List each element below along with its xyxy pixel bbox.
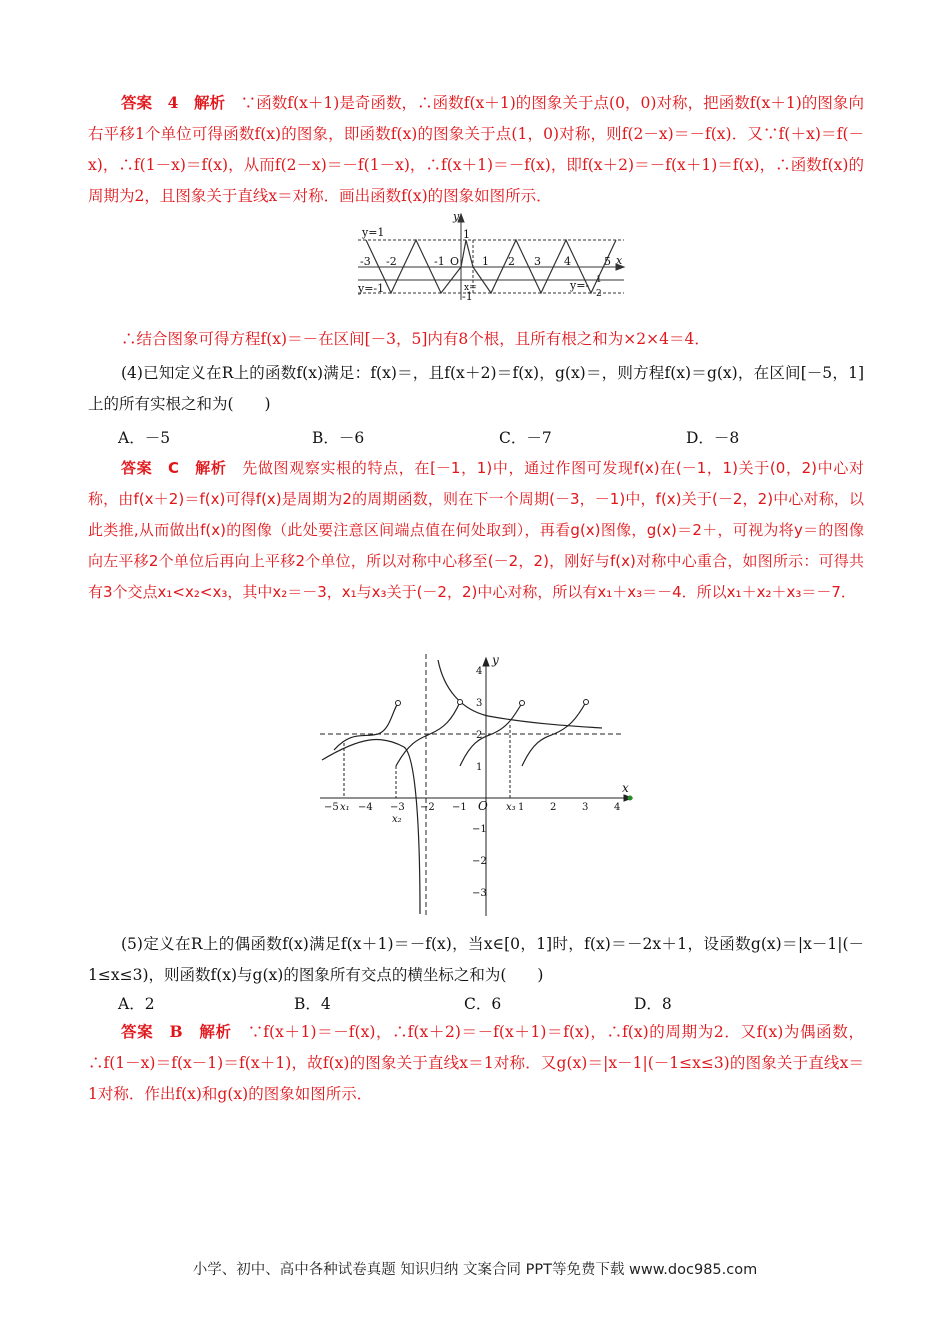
xtick-neg5: −5 <box>324 802 339 813</box>
ytick-1: 1 <box>476 762 483 773</box>
tick-3: 3 <box>534 255 541 268</box>
xtick-4: 4 <box>614 802 621 813</box>
tick-2: 2 <box>508 255 515 268</box>
ytick-neg3: −3 <box>472 888 487 899</box>
figure-1-zigzag-graph <box>352 210 632 302</box>
ytick-4: 4 <box>476 666 483 677</box>
ytick-neg2: −2 <box>472 856 487 867</box>
answer-4-paragraph <box>88 453 864 608</box>
footer-text: 小学、初中、高中各种试卷真题 知识归纳 文案合同 PPT等免费下载 www.doc985.com <box>192 1262 758 1278</box>
answer-5-text: ∵f(x＋1)＝－f(x)，∴f(x＋2)＝－f(x＋1)＝f(x)，∴f(x)的周期为2．又f(x)为偶函数，∴f(1－x)＝f(x－1)＝f(x＋1)，故f(x)的图象关于直线x＝1对称．又g(x)＝|x－1|(－1≤x≤3)的图象关于直线x＝1对称．作出f(x)和g(x)的图象如图所示． <box>88 1023 864 1103</box>
option-a: A．2 <box>118 995 155 1013</box>
answer-5-paragraph <box>88 1016 864 1110</box>
label-x3: x₃ <box>506 802 516 813</box>
label-x1: x₁ <box>340 802 350 813</box>
option-d: D．－8 <box>686 429 740 447</box>
answer-4-label: 答案 C 解析 <box>121 459 227 477</box>
label-y1: y=1 <box>362 226 385 239</box>
label-one: 1 <box>463 228 470 241</box>
label-half-den: 2 <box>596 289 602 299</box>
tick-neg1: -1 <box>434 255 445 268</box>
xtick-3: 3 <box>582 802 589 813</box>
ytick-3: 3 <box>476 698 483 709</box>
label-half-num: 1 <box>596 275 602 285</box>
conclusion-paragraph <box>88 324 864 355</box>
answer-4-text: 先做图观察实根的特点，在[－1，1)中，通过作图可发现f(x)在(－1，1)关于(0，2)中心对称，由f(x＋2)＝f(x)可得f(x)是周期为2的周期函数，则在下一个周期(－3，－1)中，f(x)关于(－2，2)中心对称，以此类推,从而做出f(x)的图像（此处要注意区间端点值在何处取到），再看g(x)图像，g(x)＝2＋，可视为将y＝的图像向左平移2个单位后再向上平移2个单位，所以对称中心移至(－2，2)，刚好与f(x)对称中心重合，如图所示：可得共有3个交点x₁<x₂<x₃，其中x₂＝－3，x₁与x₃关于(－2，2)中心对称，所以有x₁＋x₃＝－4．所以x₁＋x₂＋x₃＝－7． <box>88 459 864 601</box>
option-a: A．－5 <box>118 429 171 447</box>
axis-x-label: x <box>616 254 623 267</box>
tick-4: 4 <box>564 255 571 268</box>
tick-5: 5 <box>604 255 611 268</box>
xtick-neg3: −3 <box>390 802 405 813</box>
ytick-2: 2 <box>476 730 483 741</box>
option-b: B．4 <box>294 995 331 1013</box>
tick-neg3: -3 <box>360 255 371 268</box>
option-d: D．8 <box>634 995 672 1013</box>
label-yhalf: y=- <box>570 279 590 292</box>
axis-y-label: y <box>492 653 499 667</box>
answer-5-label: 答案 B 解析 <box>121 1022 232 1041</box>
conclusion-text: ∴结合图象可得方程f(x)＝－在区间[－3，5]内有8个根，且所有根之和为×2×4＝4． <box>121 330 710 348</box>
xtick-1: 1 <box>518 802 525 813</box>
option-c: C．－7 <box>499 429 552 447</box>
question-4 <box>88 358 864 420</box>
option-c: C．6 <box>464 995 502 1013</box>
axis-y-label: y <box>453 210 460 223</box>
question-4-stem: (4)已知定义在R上的函数f(x)满足：f(x)＝，且f(x＋2)＝f(x)，g(x)＝，则方程f(x)＝g(x)，在区间[－5，1]上的所有实根之和为( ) <box>88 364 864 413</box>
xtick-neg4: −4 <box>358 802 373 813</box>
tick-neg2: -2 <box>386 255 397 268</box>
question-5 <box>88 929 864 991</box>
option-b: B．－6 <box>312 429 365 447</box>
answer-label: 答案 4 解析 <box>121 93 226 112</box>
xtick-neg1: −1 <box>452 802 467 813</box>
figure-2-function-graph <box>312 650 642 920</box>
label-xeq: x= <box>464 283 477 293</box>
origin-label: O <box>478 799 488 813</box>
label-x2: x₂ <box>392 814 402 825</box>
answer-3-paragraph <box>88 87 864 212</box>
label-yneg1: y=-1 <box>358 282 385 295</box>
xtick-neg2: −2 <box>420 802 435 813</box>
ytick-neg1: −1 <box>472 824 487 835</box>
answer-text: ∵函数f(x＋1)是奇函数，∴函数f(x＋1)的图象关于点(0，0)对称，把函数f(x＋1)的图象向右平移1个单位可得函数f(x)的图象，即函数f(x)的图象关于点(1，0)对称，则f(2－x)＝－f(x)．又∵f(＋x)＝f(－x)，∴f(1－x)＝f(x)，从而f(2－x)＝－f(1－x)，∴f(x＋1)＝－f(x)，即f(x＋2)＝－f(x＋1)＝f(x)，∴函数f(x)的周期为2，且图象关于直线x＝对称．画出函数f(x)的图象如图所示． <box>88 94 864 205</box>
tick-origin: O <box>450 255 460 268</box>
tick-1: 1 <box>482 255 489 268</box>
xtick-2: 2 <box>550 802 557 813</box>
label-negone: -1 <box>462 290 473 302</box>
axis-x-label: x <box>622 781 629 795</box>
question-5-stem: (5)定义在R上的偶函数f(x)满足f(x＋1)＝－f(x)，当x∈[0，1]时，f(x)＝－2x＋1，设函数g(x)＝|x－1|(－1≤x≤3)，则函数f(x)与g(x)的图象所有交点的横坐标之和为( ) <box>88 935 864 984</box>
